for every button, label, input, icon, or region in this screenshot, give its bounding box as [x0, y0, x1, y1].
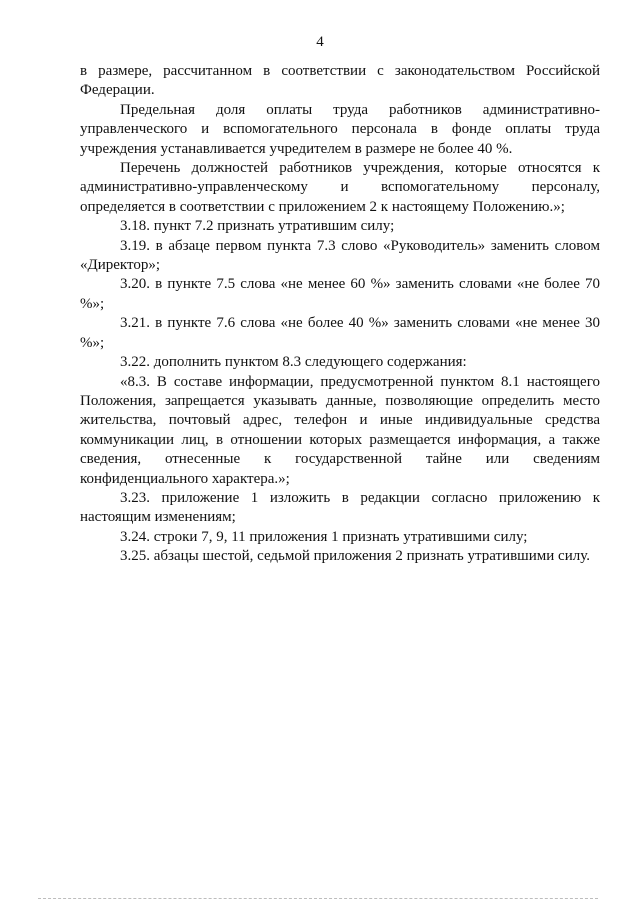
paragraph-item-3-23: 3.23. приложение 1 изложить в редакции согласно приложению к настоящим изменениям; [80, 489, 600, 526]
paragraph-wage-share-limit: Предельная доля оплаты труда работников административно-управленческого и вспомогательного персонала в фонде оплаты труда учреждения устанавливается учредителем в размере не более 40 %. [80, 101, 600, 157]
paragraph-item-3-22: 3.22. дополнить пунктом 8.3 следующего содержания: [120, 354, 467, 371]
document-body [80, 62, 600, 567]
paragraph-item-3-24: 3.24. строки 7, 9, 11 приложения 1 признать утратившими силу; [120, 528, 528, 545]
paragraph-item-3-19: 3.19. в абзаце первом пункта 7.3 слово «Руководитель» заменить словом «Директор»; [80, 237, 600, 274]
page-bottom-edge [38, 898, 598, 899]
page-number: 4 [316, 34, 324, 50]
paragraph-item-3-18: 3.18. пункт 7.2 признать утратившим силу; [120, 218, 395, 235]
paragraph-positions-list: Перечень должностей работников учреждения, которые относятся к административно-управленческому и вспомогательному персоналу, определяется в соответствии с приложением 2 к настоящему Положению.»; [80, 160, 600, 215]
paragraph-continuation: в размере, рассчитанном в соответствии с законодательством Российской Федерации. [80, 63, 600, 99]
paragraph-item-3-25: 3.25. абзацы шестой, седьмой приложения 2 признать утратившими силу. [120, 548, 590, 565]
paragraph-item-3-21: 3.21. в пункте 7.6 слова «не более 40 %» заменить словами «не менее 30 %»; [80, 315, 600, 351]
paragraph-item-3-20: 3.20. в пункте 7.5 слова «не менее 60 %» заменить словами «не более 70 %»; [80, 276, 600, 312]
paragraph-item-8-3-text: «8.3. В составе информации, предусмотренной пунктом 8.1 настоящего Положения, запрещается указывать данные, позволяющие определить место жительства, почтовый адрес, телефон и иные индивидуальные средства коммуникации лиц, в отношении которых размещается информация, а также сведения, отнесенные к государственной тайне или сведениям конфиденциального характера.»; [80, 373, 600, 487]
